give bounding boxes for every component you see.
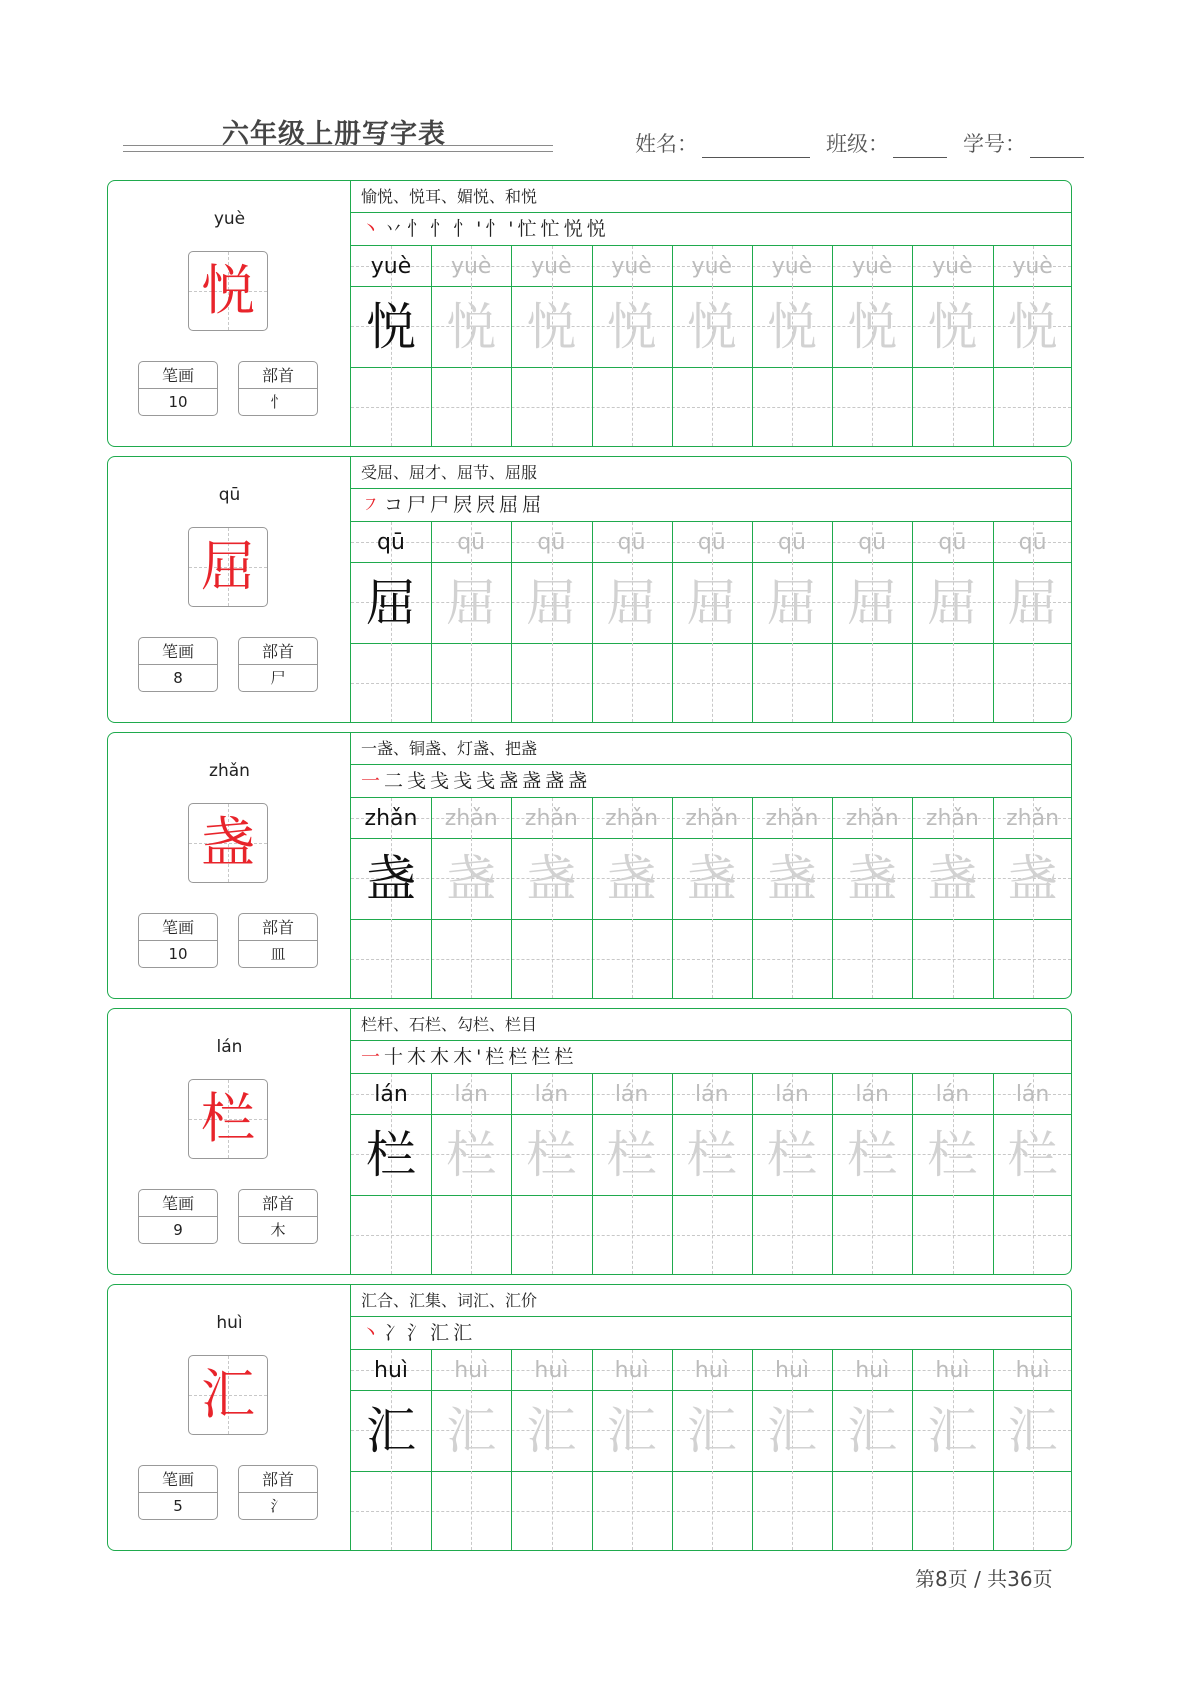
pinyin-practice-cell[interactable]: zhǎn xyxy=(444,805,498,831)
pinyin-practice-cell[interactable]: lán xyxy=(534,1081,569,1107)
title-underline-bottom xyxy=(123,151,553,152)
stroke-step: 屄 xyxy=(453,494,477,516)
stroke-count-label: 笔画 xyxy=(139,1190,217,1217)
radical-label: 部首 xyxy=(239,1190,317,1217)
stroke-order xyxy=(351,213,1071,246)
pinyin-practice-cell[interactable]: qū xyxy=(858,529,887,555)
radical-box xyxy=(238,637,318,692)
stroke-order xyxy=(351,1041,1071,1074)
character-practice-cell[interactable]: 汇 xyxy=(847,1401,898,1460)
pinyin-practice-cell[interactable]: zhǎn xyxy=(765,805,819,831)
pinyin-practice-cell[interactable]: qū xyxy=(617,529,646,555)
stroke-count-label: 笔画 xyxy=(139,914,217,941)
radical-box xyxy=(238,913,318,968)
example-words: 一盏、铜盏、灯盏、把盏 xyxy=(351,733,1071,765)
character-practice-cell[interactable]: 汇 xyxy=(446,1401,497,1460)
character-glyph: 盏 xyxy=(201,811,255,874)
pinyin-practice-cell[interactable]: qū xyxy=(938,529,967,555)
stroke-step: 戋 xyxy=(476,770,500,792)
stroke-count-box xyxy=(138,361,218,416)
pinyin-practice-cell[interactable]: yuè xyxy=(611,253,652,279)
class-label: 班级： xyxy=(826,132,889,156)
pinyin-practice-cell[interactable]: huì xyxy=(775,1357,809,1383)
pinyin-practice-cell[interactable]: lán xyxy=(935,1081,970,1107)
radical-label: 部首 xyxy=(239,638,317,665)
stroke-step: 忄' xyxy=(453,218,486,240)
pinyin-practice-cell[interactable]: yuè xyxy=(531,253,572,279)
stroke-count-label: 笔画 xyxy=(139,1466,217,1493)
stroke-step: ㇇ xyxy=(361,494,385,516)
character-box xyxy=(188,1355,268,1435)
name-field[interactable] xyxy=(635,128,810,158)
character-glyph: 汇 xyxy=(201,1363,255,1426)
radical-label: 部首 xyxy=(239,1466,317,1493)
character-pinyin: huì xyxy=(216,1313,243,1333)
example-words: 愉悦、悦耳、媚悦、和悦 xyxy=(351,181,1071,213)
character-practice-cell[interactable]: 悦 xyxy=(686,297,737,356)
pinyin-practice-cell[interactable]: huì xyxy=(855,1357,890,1383)
stroke-count-value: 8 xyxy=(173,669,183,687)
stroke-count-box xyxy=(138,1189,218,1244)
character-practice-cell[interactable]: 盏 xyxy=(847,849,898,908)
stroke-step: 木 xyxy=(430,1046,454,1068)
character-practice-cell[interactable]: 盏 xyxy=(526,849,577,908)
character-practice-cell[interactable]: 栏 xyxy=(446,1125,497,1184)
character-practice-cell[interactable]: 汇 xyxy=(686,1401,737,1460)
pinyin-practice-cell[interactable]: yuè xyxy=(370,253,412,279)
stroke-step: 忄 xyxy=(430,218,454,240)
stroke-step: 屈 xyxy=(499,494,523,516)
pinyin-practice-cell[interactable]: lán xyxy=(775,1081,809,1107)
pinyin-practice-cell[interactable]: qū xyxy=(778,529,806,555)
character-practice-cell[interactable]: 汇 xyxy=(606,1401,657,1460)
pinyin-practice-cell[interactable]: lán xyxy=(695,1081,729,1107)
stroke-step: 氵 xyxy=(407,1322,431,1344)
character-practice-cell[interactable]: 悦 xyxy=(847,297,898,356)
character-pinyin: yuè xyxy=(213,209,246,229)
example-words: 栏杆、石栏、勾栏、栏目 xyxy=(351,1009,1071,1041)
stroke-count-value: 5 xyxy=(173,1497,183,1515)
stroke-count-value: 9 xyxy=(173,1221,183,1239)
stroke-step: 丷 xyxy=(384,218,408,240)
character-glyph: 悦 xyxy=(201,259,255,322)
stroke-step: 尸 xyxy=(407,494,431,516)
pinyin-practice-cell[interactable]: huì xyxy=(694,1357,729,1383)
practice-grid xyxy=(351,522,1071,722)
stroke-count-box xyxy=(138,913,218,968)
stroke-count-label: 笔画 xyxy=(139,638,217,665)
stroke-count-box xyxy=(138,1465,218,1520)
character-pinyin: lán xyxy=(216,1037,243,1057)
pinyin-practice-cell[interactable]: yuè xyxy=(691,253,733,279)
stroke-step: 二 xyxy=(384,770,408,792)
class-blank[interactable] xyxy=(893,138,947,158)
stroke-step: 戋 xyxy=(453,770,477,792)
stroke-step: 十 xyxy=(384,1046,408,1068)
character-card xyxy=(107,732,1072,999)
character-card xyxy=(107,456,1072,723)
character-practice-cell[interactable]: 悦 xyxy=(927,297,978,356)
character-practice-cell[interactable]: 盏 xyxy=(606,849,657,908)
pinyin-practice-cell[interactable]: lán xyxy=(614,1081,649,1107)
pinyin-practice-cell[interactable]: huì xyxy=(374,1357,408,1383)
stroke-step: 丶 xyxy=(361,1322,385,1344)
stroke-step: コ xyxy=(384,494,408,516)
character-pinyin: zhǎn xyxy=(209,761,250,781)
stroke-step: 悦 xyxy=(563,218,587,240)
stroke-step: 悦 xyxy=(586,218,610,240)
character-practice-cell[interactable]: 栏 xyxy=(606,1125,657,1184)
class-field[interactable] xyxy=(826,128,947,158)
character-pinyin: qū xyxy=(218,485,241,505)
stroke-step: 一 xyxy=(361,770,385,792)
character-practice-cell[interactable]: 屈 xyxy=(686,573,737,632)
example-words: 汇合、汇集、词汇、汇价 xyxy=(351,1285,1071,1317)
stroke-step: 盏 xyxy=(545,770,569,792)
pinyin-practice-cell[interactable]: huì xyxy=(614,1357,649,1383)
character-info-panel xyxy=(108,181,351,446)
page-number: 第8页 / 共36页 xyxy=(915,1567,1053,1591)
stroke-step: 戋 xyxy=(407,770,431,792)
pinyin-practice-cell[interactable]: lán xyxy=(855,1081,889,1107)
character-practice-cell[interactable]: 悦 xyxy=(606,297,657,356)
stroke-step: 栏 xyxy=(554,1046,578,1068)
character-practice-cell[interactable]: 栏 xyxy=(1007,1125,1058,1184)
character-box xyxy=(188,1079,268,1159)
stroke-step: 木' xyxy=(453,1046,486,1068)
stroke-step: 忄' xyxy=(485,218,518,240)
character-info-panel xyxy=(108,733,351,998)
pinyin-practice-cell[interactable]: lán xyxy=(374,1081,408,1107)
student-id-blank[interactable] xyxy=(1030,138,1084,158)
radical-value: 木 xyxy=(270,1221,286,1239)
name-blank[interactable] xyxy=(702,138,810,158)
stroke-step: 汇 xyxy=(430,1322,454,1344)
character-practice-cell[interactable]: 盏 xyxy=(927,849,978,908)
stroke-step: 盏 xyxy=(522,770,546,792)
pinyin-practice-cell[interactable]: huì xyxy=(1015,1357,1050,1383)
practice-grid xyxy=(351,1350,1071,1550)
radical-box xyxy=(238,361,318,416)
stroke-order xyxy=(351,489,1071,522)
pinyin-practice-cell[interactable]: yuè xyxy=(450,253,492,279)
pinyin-practice-cell[interactable]: qū xyxy=(457,529,486,555)
character-practice-cell[interactable]: 栏 xyxy=(686,1125,737,1184)
pinyin-practice-cell[interactable]: huì xyxy=(935,1357,970,1383)
pinyin-practice-cell[interactable]: qū xyxy=(697,529,726,555)
pinyin-practice-cell[interactable]: qū xyxy=(377,529,405,555)
stroke-step: 盏 xyxy=(568,770,592,792)
stroke-step: 尸 xyxy=(430,494,454,516)
example-words: 受屈、屈才、屈节、屈服 xyxy=(351,457,1071,489)
page-title: 六年级上册写字表 xyxy=(222,119,446,150)
student-info xyxy=(635,128,1100,158)
character-practice-cell[interactable]: 汇 xyxy=(1007,1401,1058,1460)
pinyin-practice-cell[interactable]: yuè xyxy=(932,253,973,279)
character-practice-cell[interactable]: 栏 xyxy=(366,1125,416,1184)
character-practice-cell[interactable]: 汇 xyxy=(927,1401,978,1460)
pinyin-practice-cell[interactable]: yuè xyxy=(851,253,893,279)
stroke-step: 忄 xyxy=(407,218,431,240)
stroke-count-value: 10 xyxy=(168,945,188,963)
character-practice-cell[interactable]: 盏 xyxy=(446,849,497,908)
stroke-step: 盏 xyxy=(499,770,523,792)
character-practice-cell[interactable]: 悦 xyxy=(366,297,416,356)
character-practice-cell[interactable]: 屈 xyxy=(366,573,416,632)
student-id-label: 学号： xyxy=(963,132,1026,156)
character-card xyxy=(107,1284,1072,1551)
radical-value: 忄 xyxy=(270,393,286,411)
stroke-step: 汇 xyxy=(453,1322,477,1344)
character-practice-cell[interactable]: 汇 xyxy=(366,1401,416,1460)
stroke-step: 木 xyxy=(407,1046,431,1068)
practice-grid xyxy=(351,1074,1071,1274)
character-box xyxy=(188,527,268,607)
character-practice-cell[interactable]: 汇 xyxy=(767,1401,817,1460)
character-practice-cell[interactable]: 盏 xyxy=(767,849,817,908)
character-info-panel xyxy=(108,1009,351,1274)
character-glyph: 屈 xyxy=(201,535,255,598)
character-practice-cell[interactable]: 盏 xyxy=(686,849,737,908)
character-glyph: 栏 xyxy=(201,1087,255,1150)
character-practice-cell[interactable]: 悦 xyxy=(1007,297,1058,356)
character-practice-cell[interactable]: 屈 xyxy=(927,573,978,632)
radical-value: 皿 xyxy=(270,945,286,963)
title-underline-top xyxy=(123,145,553,146)
radical-box xyxy=(238,1465,318,1520)
pinyin-practice-cell[interactable]: huì xyxy=(534,1357,569,1383)
radical-value: 尸 xyxy=(270,669,286,687)
stroke-order xyxy=(351,1317,1071,1350)
character-practice-cell[interactable]: 盏 xyxy=(366,849,416,908)
pinyin-practice-cell[interactable]: zhǎn xyxy=(1006,805,1060,831)
pinyin-practice-cell[interactable]: zhǎn xyxy=(524,805,578,831)
character-card xyxy=(107,1008,1072,1275)
stroke-step: 栏 xyxy=(485,1046,509,1068)
pinyin-practice-cell[interactable]: yuè xyxy=(771,253,813,279)
pinyin-practice-cell[interactable]: lán xyxy=(454,1081,488,1107)
pinyin-practice-cell[interactable]: zhǎn xyxy=(685,805,739,831)
radical-box xyxy=(238,1189,318,1244)
character-practice-cell[interactable]: 栏 xyxy=(927,1125,978,1184)
character-practice-cell[interactable]: 悦 xyxy=(767,297,817,356)
character-practice-cell[interactable]: 悦 xyxy=(526,297,577,356)
character-practice-cell[interactable]: 屈 xyxy=(1007,573,1058,632)
stroke-count-box xyxy=(138,637,218,692)
stroke-step: 一 xyxy=(361,1046,385,1068)
stroke-step: 屈 xyxy=(522,494,546,516)
stroke-count-label: 笔画 xyxy=(139,362,217,389)
character-practice-cell[interactable]: 屈 xyxy=(446,573,497,632)
character-practice-cell[interactable]: 屈 xyxy=(767,573,817,632)
pinyin-practice-cell[interactable]: qū xyxy=(1018,529,1047,555)
stroke-order xyxy=(351,765,1071,798)
name-label: 姓名： xyxy=(635,132,698,156)
character-practice-cell[interactable]: 栏 xyxy=(847,1125,898,1184)
practice-grid xyxy=(351,798,1071,998)
pinyin-practice-cell[interactable]: zhǎn xyxy=(925,805,979,831)
stroke-count-value: 10 xyxy=(168,393,188,411)
radical-value: 氵 xyxy=(270,1497,286,1515)
pinyin-practice-cell[interactable]: lán xyxy=(1015,1081,1050,1107)
character-box xyxy=(188,251,268,331)
student-id-field[interactable] xyxy=(963,128,1084,158)
pinyin-practice-cell[interactable]: yuè xyxy=(1012,253,1053,279)
character-practice-cell[interactable]: 屈 xyxy=(526,573,577,632)
stroke-step: 忙 xyxy=(517,218,541,240)
pinyin-practice-cell[interactable]: zhǎn xyxy=(364,805,418,831)
stroke-step: 忙 xyxy=(540,218,564,240)
practice-grid xyxy=(351,246,1071,446)
character-info-panel xyxy=(108,1285,351,1550)
character-practice-cell[interactable]: 栏 xyxy=(767,1125,817,1184)
stroke-step: 戋 xyxy=(430,770,454,792)
character-practice-cell[interactable]: 盏 xyxy=(1007,849,1058,908)
character-practice-cell[interactable]: 栏 xyxy=(526,1125,577,1184)
character-info-panel xyxy=(108,457,351,722)
character-card xyxy=(107,180,1072,447)
character-practice-cell[interactable]: 悦 xyxy=(446,297,497,356)
radical-label: 部首 xyxy=(239,362,317,389)
stroke-step: 栏 xyxy=(531,1046,555,1068)
character-practice-cell[interactable]: 屈 xyxy=(847,573,898,632)
radical-label: 部首 xyxy=(239,914,317,941)
pinyin-practice-cell[interactable]: zhǎn xyxy=(605,805,659,831)
pinyin-practice-cell[interactable]: huì xyxy=(454,1357,489,1383)
stroke-step: 栏 xyxy=(508,1046,532,1068)
character-practice-cell[interactable]: 汇 xyxy=(526,1401,577,1460)
pinyin-practice-cell[interactable]: qū xyxy=(537,529,566,555)
stroke-step: 丶 xyxy=(361,218,385,240)
character-box xyxy=(188,803,268,883)
stroke-step: 冫 xyxy=(384,1322,408,1344)
pinyin-practice-cell[interactable]: zhǎn xyxy=(845,805,899,831)
stroke-step: 屄 xyxy=(476,494,500,516)
character-practice-cell[interactable]: 屈 xyxy=(606,573,657,632)
